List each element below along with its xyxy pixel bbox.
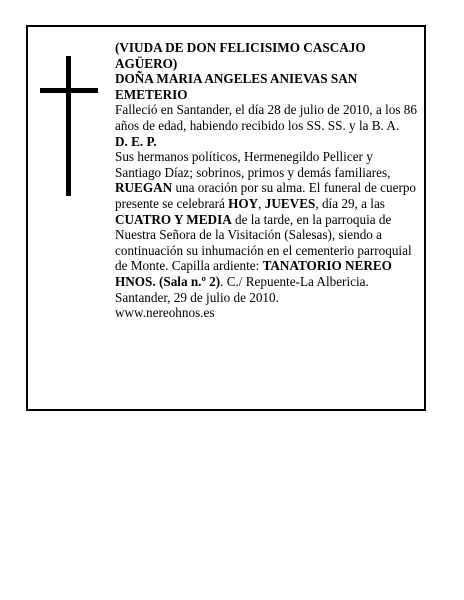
obituary-text: [115, 40, 420, 321]
deceased-name: DOÑA MARIA ANGELES ANIEVAS SAN EMETERIO: [115, 71, 358, 102]
ruegan-text: RUEGAN: [115, 180, 173, 196]
family-text-5: de la tarde, en la parroquia de Nuestra Señora de la Visitación (Salesas), siendo a continuación su inhumación en el cementerio parroquial de Monte. Capilla ardiente:: [115, 211, 412, 274]
obituary-notice: [26, 25, 426, 411]
cross-horizontal-bar: [40, 88, 98, 93]
death-announcement: Falleció en Santander, el día 28 de julio de 2010, a los 86 años de edad, habiendo recibido los SS. SS. y la B. A.: [115, 102, 417, 133]
family-text-3: ,: [258, 195, 265, 211]
widow-line: (VIUDA DE DON FELICISIMO CASCAJO AGÜERO): [115, 40, 366, 71]
time-text: CUATRO Y MEDIA: [115, 211, 232, 227]
cross-icon: [40, 56, 98, 196]
family-text-6: . C./ Repuente-La Albericia.: [220, 273, 369, 289]
cross-vertical-bar: [66, 56, 71, 196]
family-text-4: , día 29, a las: [315, 195, 385, 211]
dep-line: D. E. P.: [115, 133, 157, 149]
hoy-text: HOY: [228, 195, 259, 211]
family-text-1: Sus hermanos políticos, Hermenegildo Pellicer y Santiago Díaz; sobrinos, primos y demás familiares,: [115, 149, 391, 180]
family-text-2: una oración por su alma. El funeral de cuerpo presente se celebrará: [115, 180, 417, 211]
website: www.nereohnos.es: [115, 305, 215, 321]
funeral-home-text: TANATORIO NEREO HNOS. (Sala n.º 2): [115, 258, 392, 289]
jueves-text: JUEVES: [264, 195, 316, 211]
place-date: Santander, 29 de julio de 2010.: [115, 289, 279, 305]
family-paragraph: [115, 149, 420, 289]
